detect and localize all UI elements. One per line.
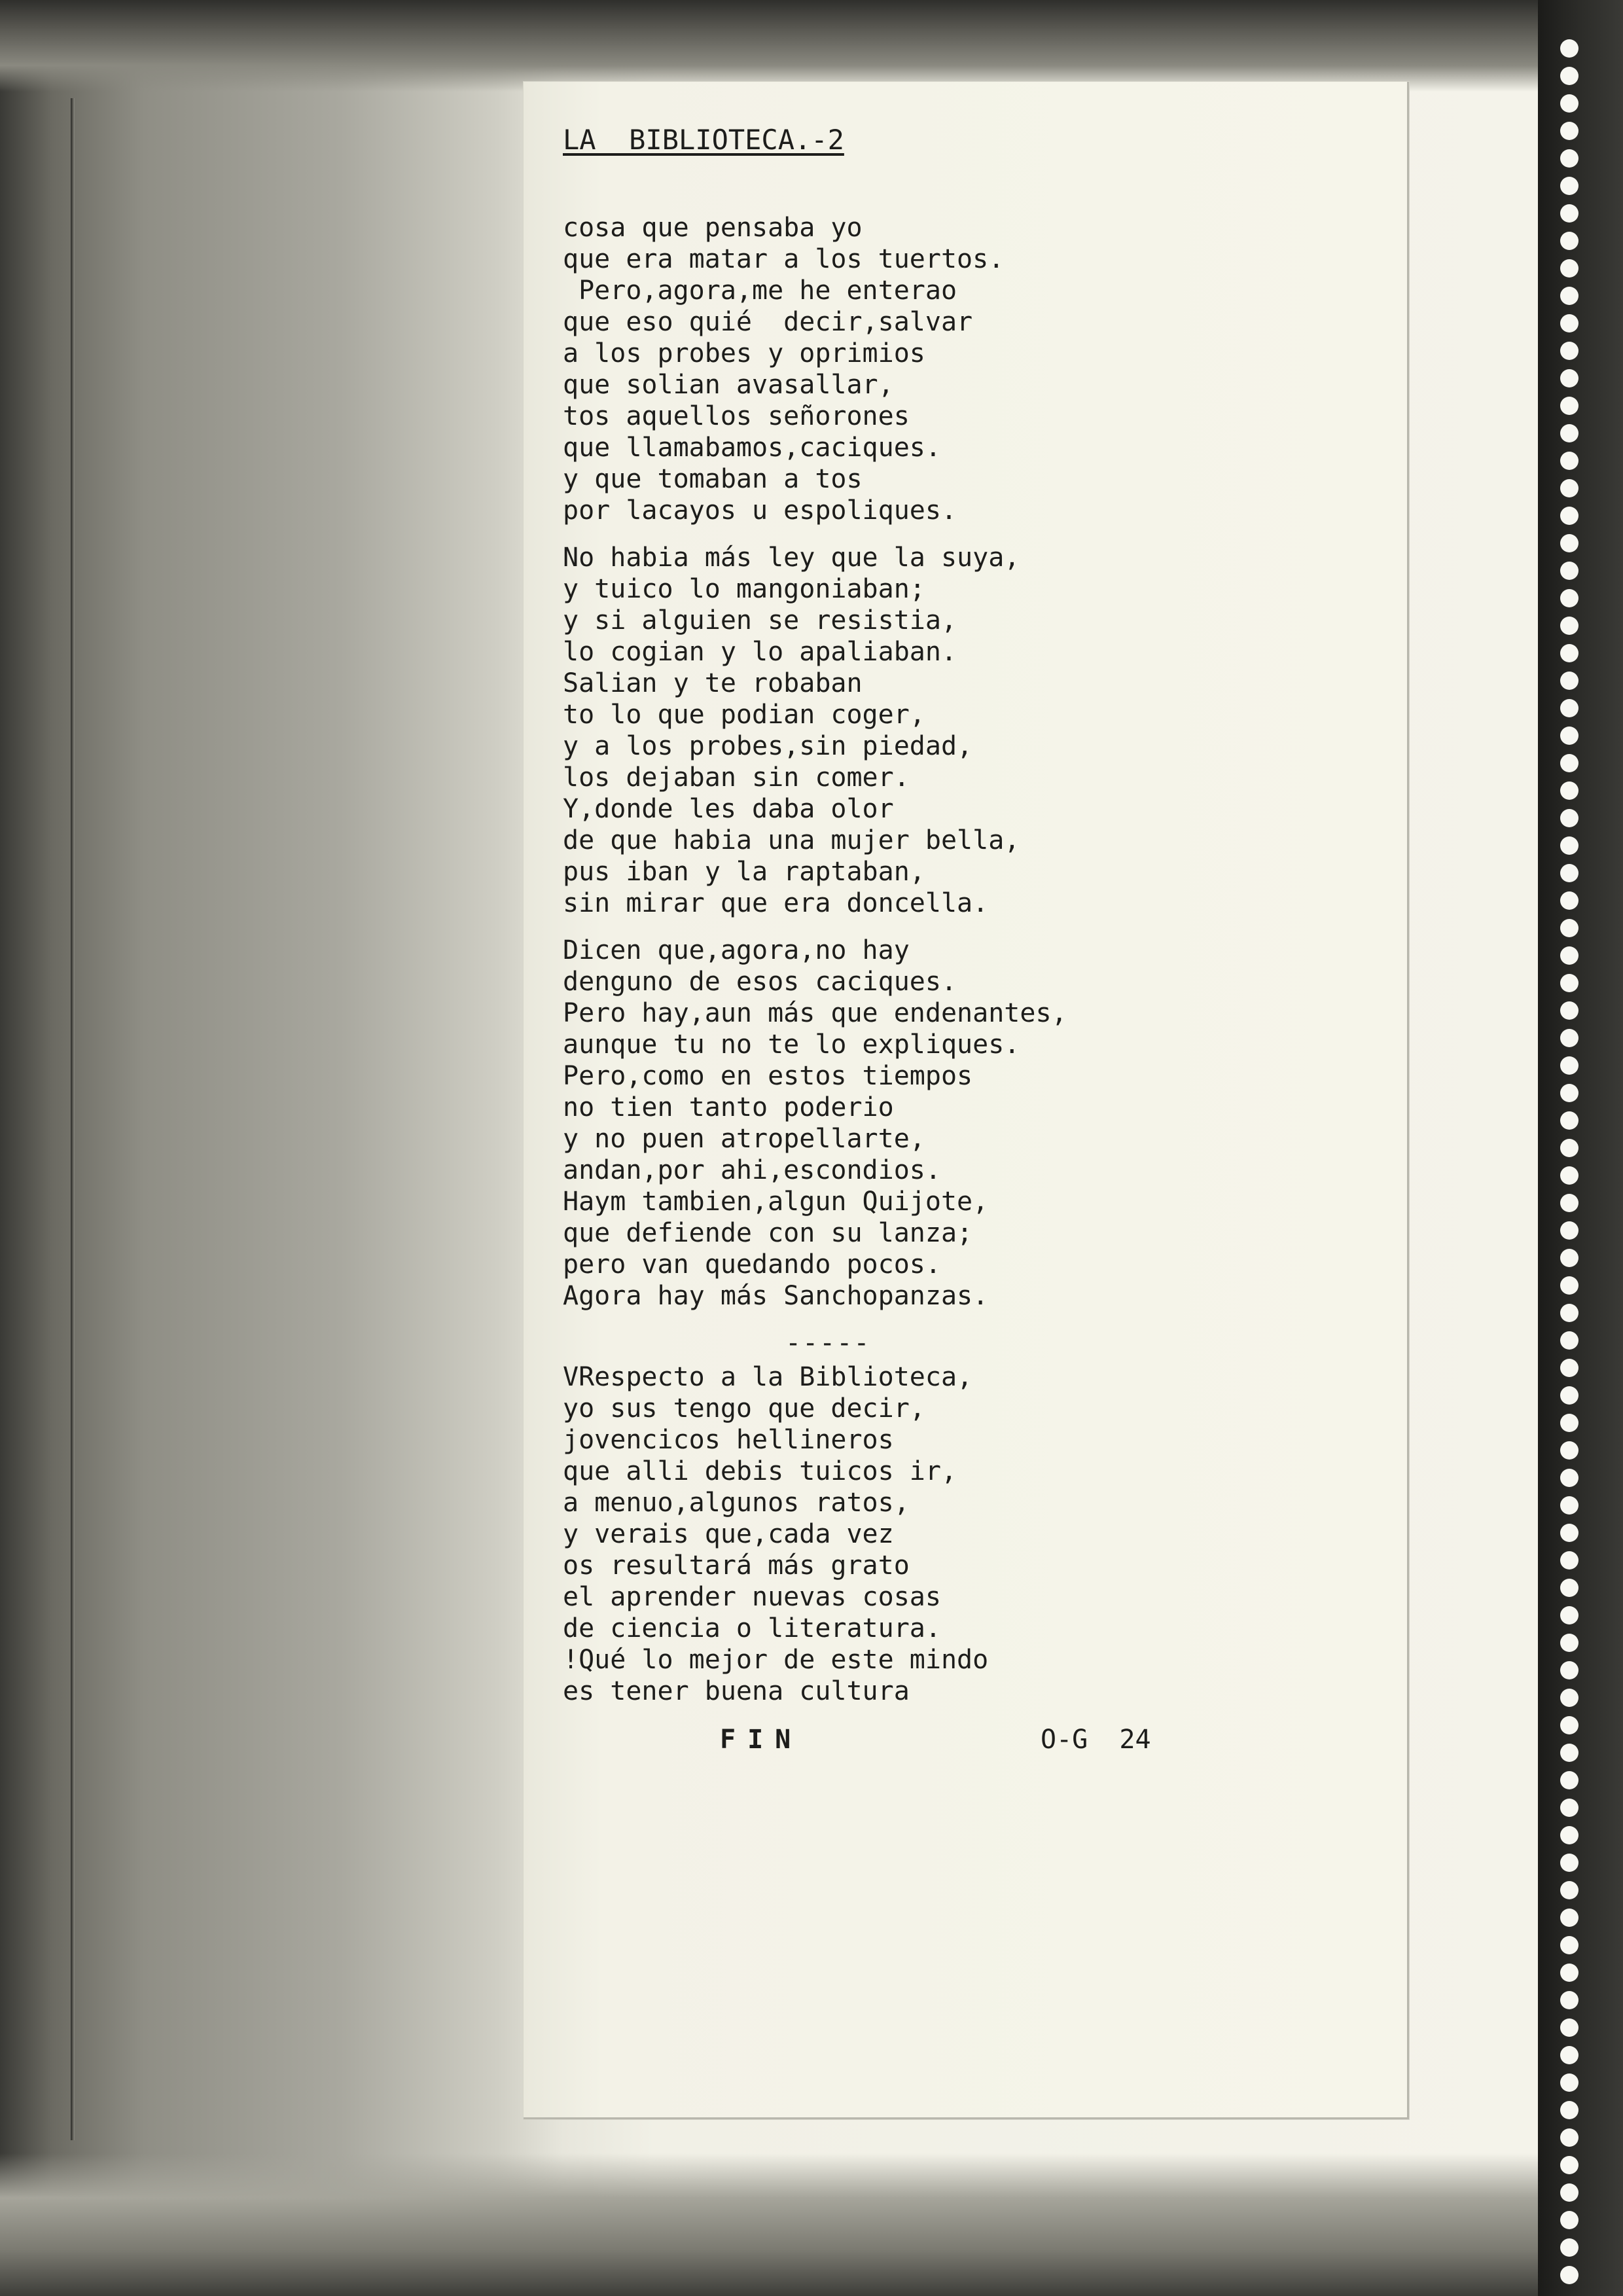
poem-line: el aprender nuevas cosas [563, 1582, 941, 1612]
stanza-2 [563, 542, 1217, 919]
section-divider: ----- [785, 1328, 871, 1358]
binding-hole [1560, 699, 1578, 717]
binding-hole [1560, 314, 1578, 332]
binding-hole [1560, 1689, 1578, 1707]
binding-hole [1560, 1221, 1578, 1240]
poem-line: y tuico lo mangoniaban; [563, 574, 925, 604]
poem-line: de que habia una mujer bella, [563, 825, 1020, 855]
poem-line: Agora hay más Sanchopanzas. [563, 1281, 989, 1311]
binding-hole [1560, 1331, 1578, 1350]
page-footer [720, 1725, 1191, 1761]
scan-shadow-top [0, 0, 1538, 92]
binding-hole [1560, 1139, 1578, 1157]
binding-hole [1560, 1111, 1578, 1130]
binding-hole [1560, 177, 1578, 195]
binding-hole [1560, 2211, 1578, 2229]
binding-hole [1560, 2046, 1578, 2064]
poem-line: denguno de esos caciques. [563, 967, 957, 997]
binding-hole [1560, 919, 1578, 937]
poem-line: y verais que,cada vez [563, 1519, 894, 1549]
poem-line: sin mirar que era doncella. [563, 888, 989, 918]
binding-hole [1560, 1771, 1578, 1789]
binding-hole [1560, 204, 1578, 223]
binding-hole [1560, 617, 1578, 635]
binding-hole [1560, 342, 1578, 360]
binding-hole [1560, 946, 1578, 965]
binding-hole [1560, 589, 1578, 607]
poem-line: Pero,como en estos tiempos [563, 1061, 973, 1091]
poem-line: que llamabamos,caciques. [563, 433, 941, 463]
poem-line: andan,por ahi,escondios. [563, 1155, 941, 1185]
end-mark: FIN [720, 1725, 803, 1755]
binding-hole [1560, 1881, 1578, 1899]
poem-line: que defiende con su lanza; [563, 1218, 973, 1248]
poem-line: y que tomaban a tos [563, 464, 863, 494]
binding-hole [1560, 369, 1578, 387]
binding-hole [1560, 397, 1578, 415]
binding-hole [1560, 1056, 1578, 1075]
poem-line: Pero hay,aun más que endenantes, [563, 998, 1067, 1028]
binding-hole [1560, 1661, 1578, 1679]
spiral-binding [1538, 0, 1623, 2296]
poem-line: VRespecto a la Biblioteca, [563, 1362, 973, 1392]
binding-hole [1560, 2128, 1578, 2147]
poem-line: de ciencia o literatura. [563, 1613, 941, 1643]
binding-hole [1560, 1579, 1578, 1597]
binding-hole [1560, 507, 1578, 525]
poem-line: No habia más ley que la suya, [563, 543, 1020, 573]
binding-hole [1560, 2238, 1578, 2257]
binding-hole [1560, 1716, 1578, 1734]
poem-line: os resultará más grato [563, 1551, 910, 1581]
poem-line: que solian avasallar, [563, 370, 894, 400]
binding-hole [1560, 122, 1578, 140]
binding-hole [1560, 1304, 1578, 1322]
binding-hole [1560, 726, 1578, 745]
binding-hole [1560, 1606, 1578, 1624]
binding-hole [1560, 754, 1578, 772]
binding-hole [1560, 836, 1578, 855]
poem-text [563, 124, 1217, 1723]
page-fold-line [71, 98, 75, 2140]
poem-line: cosa que pensaba yo [563, 213, 863, 243]
poem-line: que era matar a los tuertos. [563, 244, 1005, 274]
poem-line: a los probes y oprimios [563, 338, 925, 368]
poem-line: Haym tambien,algun Quijote, [563, 1187, 989, 1217]
binding-hole [1560, 2073, 1578, 2092]
stanza-1 [563, 212, 1217, 526]
binding-hole [1560, 1744, 1578, 1762]
poem-line: que eso quié decir,salvar [563, 307, 973, 337]
binding-hole [1560, 67, 1578, 85]
poem-line: los dejaban sin comer. [563, 762, 910, 793]
binding-hole [1560, 1441, 1578, 1460]
binding-hole [1560, 1359, 1578, 1377]
poem-line: y a los probes,sin piedad, [563, 731, 973, 761]
binding-hole [1560, 1854, 1578, 1872]
binding-hole [1560, 1634, 1578, 1652]
binding-hole [1560, 1496, 1578, 1515]
binding-hole [1560, 864, 1578, 882]
binding-hole [1560, 891, 1578, 910]
binding-hole [1560, 1826, 1578, 1844]
poem-line: jovencicos hellineros [563, 1425, 894, 1455]
binding-hole [1560, 974, 1578, 992]
binding-hole [1560, 2266, 1578, 2284]
binding-hole [1560, 1166, 1578, 1185]
binding-hole [1560, 259, 1578, 278]
poem-line: !Qué lo mejor de este mindo [563, 1645, 989, 1675]
binding-hole [1560, 94, 1578, 113]
binding-hole [1560, 781, 1578, 800]
poem-line: lo cogian y lo apaliaban. [563, 637, 957, 667]
binding-hole [1560, 1551, 1578, 1570]
poem-line: es tener buena cultura [563, 1676, 910, 1706]
poem-line: no tien tanto poderio [563, 1092, 894, 1122]
binding-hole [1560, 1524, 1578, 1542]
binding-hole [1560, 1029, 1578, 1047]
binding-hole [1560, 1194, 1578, 1212]
poem-line: yo sus tengo que decir, [563, 1393, 925, 1424]
binding-hole [1560, 1249, 1578, 1267]
binding-hole [1560, 2183, 1578, 2202]
poem-line: Dicen que,agora,no hay [563, 935, 910, 965]
binding-hole [1560, 2018, 1578, 2037]
poem-line: tos aquellos señorones [563, 401, 910, 431]
poem-line: a menuo,algunos ratos, [563, 1488, 910, 1518]
binding-hole [1560, 232, 1578, 250]
binding-hole [1560, 2101, 1578, 2119]
binding-hole [1560, 424, 1578, 442]
binding-hole [1560, 562, 1578, 580]
binding-hole [1560, 644, 1578, 662]
poem-line: pus iban y la raptaban, [563, 857, 925, 887]
binding-hole [1560, 1964, 1578, 1982]
binding-hole [1560, 672, 1578, 690]
binding-hole [1560, 2156, 1578, 2174]
binding-hole [1560, 287, 1578, 305]
page-code: O-G 24 [1041, 1725, 1151, 1755]
binding-hole [1560, 1469, 1578, 1487]
binding-hole [1560, 1799, 1578, 1817]
poem-line: y si alguien se resistia, [563, 605, 957, 636]
binding-hole [1560, 809, 1578, 827]
poem-line: Y,donde les daba olor [563, 794, 894, 824]
binding-hole [1560, 1084, 1578, 1102]
poem-line: to lo que podian coger, [563, 700, 925, 730]
scan-shadow-bottom [0, 2153, 1538, 2296]
poem-line: por lacayos u espoliques. [563, 495, 957, 526]
binding-hole [1560, 534, 1578, 552]
binding-hole [1560, 452, 1578, 470]
binding-hole [1560, 1936, 1578, 1954]
poem-line: aunque tu no te lo expliques. [563, 1030, 1020, 1060]
poem-line: pero van quedando pocos. [563, 1249, 941, 1280]
poem-line: y no puen atropellarte, [563, 1124, 925, 1154]
stanza-3 [563, 935, 1217, 1312]
binding-hole [1560, 149, 1578, 168]
binding-hole [1560, 1276, 1578, 1295]
page-title: LA BIBLIOTECA.-2 [563, 124, 844, 156]
binding-hole [1560, 1909, 1578, 1927]
poem-line: que alli debis tuicos ir, [563, 1456, 957, 1486]
binding-hole [1560, 1386, 1578, 1405]
binding-hole [1560, 39, 1578, 58]
binding-hole [1560, 1001, 1578, 1020]
stanza-final [563, 1361, 1217, 1707]
poem-line: Pero,agora,me he enterao [563, 276, 957, 306]
poem-line: Salian y te robaban [563, 668, 863, 698]
binding-hole [1560, 1991, 1578, 2009]
binding-hole [1560, 1414, 1578, 1432]
binding-hole [1560, 479, 1578, 497]
